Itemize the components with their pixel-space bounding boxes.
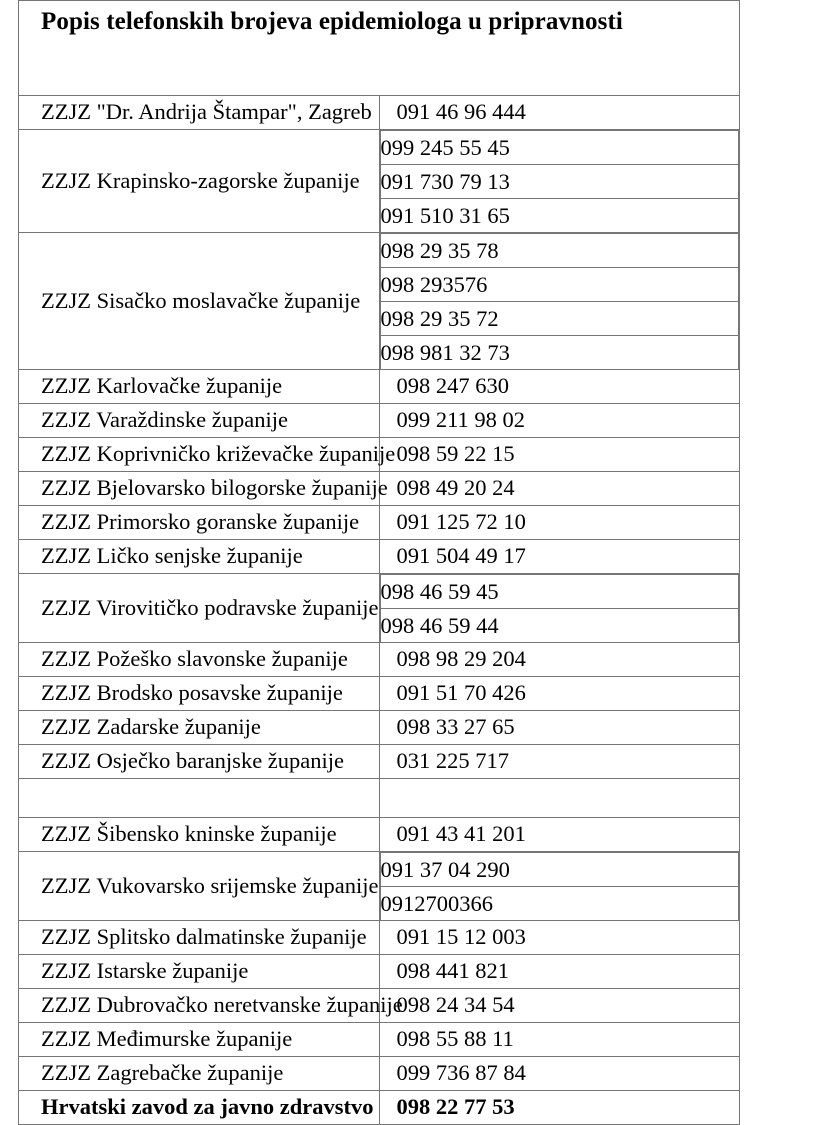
institution-name: ZZJZ Splitsko dalmatinske županije: [19, 921, 380, 955]
institution-name: ZZJZ Varaždinske županije: [19, 404, 380, 438]
table-row: [19, 438, 740, 472]
document-title: Popis telefonskih brojeva epidemiologa u pripravnosti: [19, 1, 740, 96]
phone-number-group: [379, 852, 740, 921]
phone-number: 098 247 630: [379, 370, 740, 404]
table-row: [19, 921, 740, 955]
table-row: [19, 540, 740, 574]
phone-number: 098 33 27 65: [379, 711, 740, 745]
institution-name: ZZJZ Vukovarsko srijemske županije: [19, 852, 380, 921]
institution-name: ZZJZ Virovitičko podravske županije: [19, 574, 380, 643]
table-row: [19, 677, 740, 711]
institution-name: ZZJZ Brodsko posavske županije: [19, 677, 380, 711]
table-row: [19, 818, 740, 852]
institution-name: [19, 779, 380, 818]
table-row: [19, 233, 740, 370]
phone-number-row: [380, 199, 739, 233]
institution-name: ZZJZ Ličko senjske županije: [19, 540, 380, 574]
phone-number: 0912700366: [380, 887, 739, 921]
phone-number: 091 510 31 65: [380, 199, 739, 233]
phone-number-row: [380, 887, 739, 921]
phone-number-row: [380, 302, 739, 336]
phone-number-group: [379, 233, 740, 370]
table-row: [19, 472, 740, 506]
phone-list-table-wrapper: [18, 0, 740, 1125]
phone-number: 091 15 12 003: [379, 921, 740, 955]
phone-number: 098 981 32 73: [380, 336, 739, 370]
table-row: [19, 989, 740, 1023]
table-row: [19, 404, 740, 438]
table-row: [19, 1023, 740, 1057]
phone-number-row: [380, 234, 739, 268]
table-row: [19, 574, 740, 643]
phone-list-table-body: [19, 1, 740, 1125]
institution-name: Hrvatski zavod za javno zdravstvo: [19, 1091, 380, 1125]
phone-number-row: [380, 268, 739, 302]
institution-name: ZZJZ Osječko baranjske županije: [19, 745, 380, 779]
phone-number: 091 46 96 444: [379, 96, 740, 130]
phone-number: 098 59 22 15: [379, 438, 740, 472]
phone-number: 098 29 35 72: [380, 302, 739, 336]
table-row: [19, 711, 740, 745]
phone-number: 099 736 87 84: [379, 1057, 740, 1091]
phone-number: 098 55 88 11: [379, 1023, 740, 1057]
phone-number: 091 37 04 290: [380, 853, 739, 887]
phone-number-row: [380, 336, 739, 370]
phone-number: 031 225 717: [379, 745, 740, 779]
phone-number-row: [380, 165, 739, 199]
table-row: [19, 643, 740, 677]
table-row-spacer: [19, 779, 740, 818]
institution-name: ZZJZ Požeško slavonske županije: [19, 643, 380, 677]
phone-number: 098 441 821: [379, 955, 740, 989]
phone-number: 098 46 59 45: [380, 575, 739, 609]
table-row: [19, 370, 740, 404]
table-row: [19, 1057, 740, 1091]
phone-number: 098 46 59 44: [380, 609, 739, 643]
phone-number-group: [379, 130, 740, 233]
phone-number: 091 125 72 10: [379, 506, 740, 540]
phone-number: 099 211 98 02: [379, 404, 740, 438]
institution-name: ZZJZ Istarske županije: [19, 955, 380, 989]
institution-name: ZZJZ Zadarske županije: [19, 711, 380, 745]
institution-name: ZZJZ Koprivničko križevačke županije: [19, 438, 380, 472]
table-row: [19, 745, 740, 779]
table-row: [19, 506, 740, 540]
institution-name: ZZJZ Primorsko goranske županije: [19, 506, 380, 540]
phone-number: 098 24 34 54: [379, 989, 740, 1023]
phone-number: 098 49 20 24: [379, 472, 740, 506]
table-row: [19, 130, 740, 233]
institution-name: ZZJZ Sisačko moslavačke županije: [19, 233, 380, 370]
phone-number: 091 504 49 17: [379, 540, 740, 574]
phone-number-row: [380, 575, 739, 609]
table-row: [19, 1091, 740, 1125]
phone-number: 091 730 79 13: [380, 165, 739, 199]
phone-number-row: [380, 131, 739, 165]
institution-name: ZZJZ Krapinsko-zagorske županije: [19, 130, 380, 233]
institution-name: ZZJZ "Dr. Andrija Štampar", Zagreb: [19, 96, 380, 130]
phone-number: 099 245 55 45: [380, 131, 739, 165]
phone-number: 091 51 70 426: [379, 677, 740, 711]
phone-number: 098 22 77 53: [379, 1091, 740, 1125]
phone-number: 098 98 29 204: [379, 643, 740, 677]
institution-name: ZZJZ Međimurske županije: [19, 1023, 380, 1057]
institution-name: ZZJZ Bjelovarsko bilogorske županije: [19, 472, 380, 506]
institution-name: ZZJZ Dubrovačko neretvanske županije: [19, 989, 380, 1023]
institution-name: ZZJZ Karlovačke županije: [19, 370, 380, 404]
table-title-row: [19, 1, 740, 96]
phone-number-row: [380, 609, 739, 643]
phone-list-table: [18, 0, 740, 1125]
institution-name: ZZJZ Zagrebačke županije: [19, 1057, 380, 1091]
institution-name: ZZJZ Šibensko kninske županije: [19, 818, 380, 852]
table-row: [19, 96, 740, 130]
table-row: [19, 852, 740, 921]
phone-number-row: [380, 853, 739, 887]
phone-number: 098 29 35 78: [380, 234, 739, 268]
table-row: [19, 955, 740, 989]
phone-number: [379, 779, 740, 818]
phone-number-group: [379, 574, 740, 643]
phone-number: 098 293576: [380, 268, 739, 302]
phone-number: 091 43 41 201: [379, 818, 740, 852]
